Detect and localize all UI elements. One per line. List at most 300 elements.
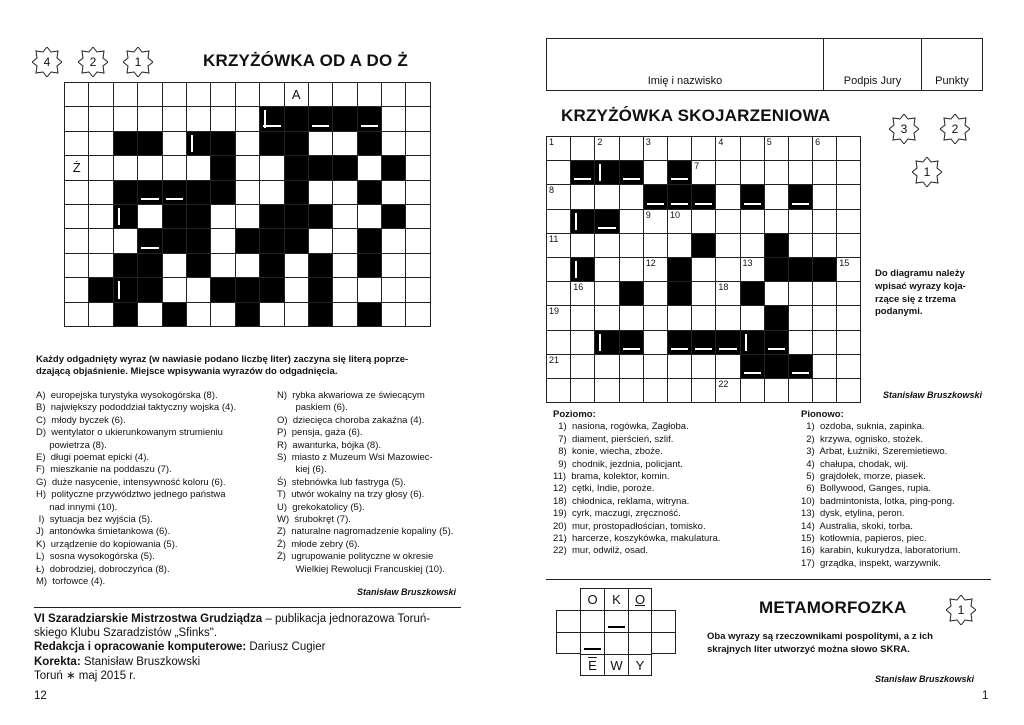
grid-cell[interactable] [89,83,113,107]
black-cell [187,229,211,253]
grid-cell[interactable] [382,229,406,253]
grid-cell[interactable] [789,306,813,330]
grid-cell[interactable] [211,205,235,229]
grid-cell[interactable] [692,355,716,379]
grid-cell[interactable] [813,210,837,234]
grid-cell[interactable] [211,83,235,107]
grid-cell[interactable] [571,185,595,209]
metamorphosis-cell[interactable]: K [604,588,628,610]
metamorphosis-cell[interactable]: O [628,588,652,610]
clue-item: M) torfowce (4). [36,576,106,588]
grid-cell[interactable] [571,379,595,403]
grid-cell[interactable] [211,107,235,131]
grid-cell[interactable] [333,254,357,278]
grid-cell[interactable] [163,278,187,302]
page-number-right: 1 [982,690,989,702]
grid-cell[interactable] [813,282,837,306]
grid-cell[interactable] [547,161,571,185]
metamorphosis-cell [652,632,676,654]
grid-cell[interactable] [309,132,333,156]
grid-cell[interactable] [837,185,861,209]
black-cell [114,132,138,156]
grid-cell[interactable] [668,355,692,379]
star-badge-1: 1 [123,47,153,77]
grid-cell[interactable] [138,107,162,131]
grid-cell[interactable] [571,355,595,379]
grid-cell[interactable] [236,254,260,278]
grid-cell[interactable] [789,331,813,355]
grid-cell[interactable] [813,161,837,185]
grid-cell[interactable] [406,205,430,229]
grid-cell[interactable] [65,181,89,205]
clue-number: 18 [718,282,729,293]
grid-cell[interactable] [837,258,861,282]
grid-cell[interactable] [571,331,595,355]
black-cell [668,331,692,355]
grid-cell[interactable] [333,229,357,253]
grid-cell[interactable] [837,379,861,403]
grid-cell[interactable] [571,234,595,258]
metamorphosis-cell [652,610,676,632]
grid-cell[interactable] [765,282,789,306]
clue-item: U) grekokatolicy (5). [277,501,365,513]
black-cell [716,331,740,355]
grid-cell[interactable] [789,210,813,234]
grid-cell[interactable] [692,282,716,306]
grid-cell[interactable] [547,258,571,282]
grid-cell[interactable] [813,379,837,403]
grid-cell[interactable] [211,229,235,253]
grid-cell[interactable] [716,210,740,234]
clue-item: 12) cętki, Indie, poroże. [553,483,655,495]
clue-item: D) wentylator o ukierunkowanym strumieniu [36,427,223,439]
grid-cell[interactable] [620,210,644,234]
grid-cell[interactable] [163,107,187,131]
grid-cell[interactable] [406,303,430,327]
grid-cell[interactable] [406,132,430,156]
black-cell [138,229,162,253]
metamorphosis-title: METAMORFOZKA [759,598,907,617]
grid-cell[interactable] [236,83,260,107]
grid-cell[interactable] [65,132,89,156]
grid-cell[interactable] [595,185,619,209]
grid-cell[interactable] [595,379,619,403]
clue-item: 19) cyrk, maczugi, zręczność. [553,508,681,520]
grid-cell[interactable] [138,83,162,107]
grid-cell[interactable] [741,306,765,330]
name-field[interactable]: Imię i nazwisko [547,39,824,91]
grid-cell[interactable] [65,303,89,327]
grid-cell[interactable] [692,137,716,161]
grid-cell[interactable] [620,379,644,403]
metamorphosis-author: Stanisław Bruszkowski [875,674,975,684]
grid-cell[interactable] [547,210,571,234]
black-cell [741,185,765,209]
grid-cell[interactable] [547,331,571,355]
publication-footer: VI Szaradziarskie Mistrzostwa Grudziądza – publikacja jednorazowa Toruń- skiego Klubu Szaradzistów „Sfinks". Redakcja i opracowanie komputerowe: Dariusz Cugier Korekta: Stanisław Bruszkowski Toruń ∗ maj 2015 r. [34,613,431,682]
star-badge-2: 2 [940,114,970,144]
grid-cell[interactable] [813,306,837,330]
grid-cell[interactable] [668,306,692,330]
grid-cell[interactable] [65,156,89,180]
grid-cell[interactable] [382,132,406,156]
grid-cell[interactable] [837,234,861,258]
metamorphosis-cell [556,610,580,632]
grid-cell[interactable] [620,355,644,379]
clues-column-left [36,390,236,589]
grid-cell[interactable] [571,306,595,330]
grid-cell[interactable] [644,258,668,282]
black-cell [236,303,260,327]
grid-cell[interactable] [114,229,138,253]
grid-cell[interactable] [644,137,668,161]
metamorphosis-cell[interactable]: $\overline{E}$ [580,654,604,676]
instructions: Każdy odgadnięty wyraz (w nawiasie podano liczbę liter) zaczyna się literą poprze- dzającą objaśnienie. Miejsce wpisywania wyrazów do odgadnięcia. [36,354,409,378]
grid-cell[interactable] [644,355,668,379]
author-left: Stanisław Bruszkowski [357,587,457,597]
grid-cell[interactable] [644,282,668,306]
grid-cell[interactable] [89,254,113,278]
grid-cell[interactable] [382,303,406,327]
metamorphosis-cell[interactable] [580,632,604,654]
grid-cell[interactable] [65,229,89,253]
clue-item: nad innymi (10). [36,501,118,513]
grid-cell[interactable] [620,137,644,161]
grid-cell[interactable] [716,258,740,282]
grid-cell[interactable] [406,83,430,107]
grid-cell[interactable] [547,234,571,258]
clue-item: L) sosna wysokogórska (5). [36,551,155,563]
grid-cell[interactable] [813,355,837,379]
grid-cell[interactable] [813,185,837,209]
black-cell [765,306,789,330]
grid-cell[interactable] [382,278,406,302]
grid-cell[interactable] [595,234,619,258]
grid-cell[interactable] [285,278,309,302]
black-cell [309,156,333,180]
metamorphosis-cell[interactable]: Y [628,654,652,676]
points-field[interactable]: Punkty [922,39,983,91]
grid-cell[interactable] [89,181,113,205]
clue-item: R) awanturka, bójka (8). [277,439,382,451]
grid-cell[interactable] [547,306,571,330]
clue-item: 22) mur, odwilż, osad. [553,545,649,557]
grid-cell[interactable] [65,83,89,107]
grid-cell[interactable] [813,137,837,161]
grid-cell[interactable] [547,137,571,161]
grid-cell[interactable] [309,229,333,253]
grid-cell[interactable] [406,254,430,278]
grid-cell[interactable] [89,107,113,131]
grid-cell[interactable] [741,137,765,161]
grid-cell[interactable] [644,306,668,330]
grid-cell[interactable] [692,210,716,234]
grid-cell[interactable] [163,156,187,180]
clue-item: 18) chłodnica, reklama, witryna. [553,495,690,507]
grid-cell[interactable] [211,254,235,278]
black-cell [358,181,382,205]
grid-cell[interactable] [65,254,89,278]
grid-cell[interactable] [406,278,430,302]
clue-item: I) sytuacja bez wyjścia (5). [36,514,153,526]
grid-cell[interactable] [837,137,861,161]
grid-cell[interactable] [813,234,837,258]
grid-cell[interactable] [309,83,333,107]
grid-cell[interactable] [765,210,789,234]
grid-cell[interactable] [406,107,430,131]
grid-cell[interactable] [187,107,211,131]
black-cell [620,161,644,185]
grid-cell[interactable] [789,137,813,161]
grid-cell[interactable] [236,181,260,205]
black-cell [741,355,765,379]
black-cell [595,210,619,234]
grid-cell[interactable] [595,282,619,306]
grid-cell[interactable] [89,156,113,180]
grid-cell[interactable] [163,83,187,107]
grid-cell[interactable] [692,258,716,282]
grid-cell[interactable] [382,107,406,131]
black-cell [187,205,211,229]
grid-cell[interactable] [89,229,113,253]
grid-cell[interactable] [716,282,740,306]
grid-cell[interactable] [236,156,260,180]
grid-letter: A [291,87,301,103]
grid-cell[interactable] [765,137,789,161]
grid-letter: Ż [72,160,81,176]
grid-cell[interactable] [716,234,740,258]
footer-divider [34,607,461,608]
grid-cell[interactable] [741,161,765,185]
grid-cell[interactable] [620,185,644,209]
grid-cell[interactable] [333,83,357,107]
grid-cell[interactable] [163,254,187,278]
black-cell [813,258,837,282]
grid-cell[interactable] [741,379,765,403]
grid-cell[interactable] [644,161,668,185]
clues-across: Poziomo: 1) nasiona, rogówka, Zagłoba. 7) diament, pierścień, szlif. 8) konie, wiecha, zboże. 9) chodnik, jezdnia, policjant. 11) brama, kolektor, komin. 12) cętki, Indie, poroże. 18) chłodnica, reklama, witryna. 19) cyrk, maczugi, zręczność. 20) mur, prostopadłościan, tomisko. 21) harcerze, koszykówka, makulatura. 22) mur, odwilż, osad. [553,409,721,557]
grid-cell[interactable] [837,161,861,185]
grid-cell[interactable] [285,83,309,107]
grid-cell[interactable] [668,210,692,234]
grid-cell[interactable] [187,83,211,107]
grid-cell[interactable] [236,107,260,131]
grid-cell[interactable] [260,83,284,107]
grid-cell[interactable] [138,303,162,327]
clue-item: F) mieszkanie na poddaszu (7). [36,464,172,476]
grid-cell[interactable] [114,107,138,131]
grid-cell[interactable] [382,254,406,278]
grid-cell[interactable] [358,156,382,180]
grid-cell[interactable] [595,258,619,282]
grid-cell[interactable] [789,282,813,306]
black-cell [595,161,619,185]
grid-cell[interactable] [163,132,187,156]
metamorphosis-cell[interactable] [604,632,628,654]
black-cell [163,181,187,205]
grid-cell[interactable] [644,234,668,258]
grid-cell[interactable] [89,132,113,156]
page-title-left: KRZYŻÓWKA OD A DO Ż [203,51,408,70]
grid-cell[interactable] [837,306,861,330]
black-cell [211,181,235,205]
grid-cell[interactable] [644,379,668,403]
black-cell [211,132,235,156]
grid-cell[interactable] [547,282,571,306]
grid-cell[interactable] [285,254,309,278]
author-right: Stanisław Bruszkowski [883,390,983,400]
clue-item: S) miasto z Muzeum Wsi Mazowiec- [277,452,433,464]
grid-cell[interactable] [644,210,668,234]
grid-cell[interactable] [765,161,789,185]
grid-cell[interactable] [260,303,284,327]
grid-cell[interactable] [765,379,789,403]
grid-cell[interactable] [358,205,382,229]
grid-cell[interactable] [716,355,740,379]
grid-cell[interactable] [333,278,357,302]
grid-cell[interactable] [571,282,595,306]
clue-number: 22 [718,378,729,389]
grid-cell[interactable] [547,379,571,403]
jury-signature-field[interactable]: Podpis Jury [824,39,922,91]
star-badge-1: 1 [912,157,942,187]
grid-cell[interactable] [138,205,162,229]
black-cell [668,185,692,209]
clue-number: 2 [597,137,603,147]
clue-number: 6 [815,137,821,147]
grid-cell[interactable] [89,205,113,229]
grid-cell[interactable] [716,137,740,161]
grid-cell[interactable] [406,156,430,180]
clue-item: 4) chałupa, chodak, wij. [801,458,909,470]
grid-cell[interactable] [333,303,357,327]
black-cell [211,156,235,180]
grid-cell[interactable] [716,161,740,185]
black-cell [114,254,138,278]
grid-cell[interactable] [358,278,382,302]
grid-cell[interactable] [138,156,162,180]
grid-cell[interactable] [114,156,138,180]
grid-cell[interactable] [260,181,284,205]
grid-cell[interactable] [837,282,861,306]
grid-cell[interactable] [741,258,765,282]
black-cell [260,107,284,131]
grid-cell[interactable] [765,185,789,209]
grid-cell[interactable] [333,205,357,229]
grid-cell[interactable] [837,331,861,355]
grid-cell[interactable] [620,234,644,258]
grid-cell[interactable] [406,181,430,205]
grid-cell[interactable] [668,234,692,258]
star-badge-2: 2 [78,47,108,77]
grid-cell[interactable] [692,379,716,403]
metamorphosis-cell[interactable] [604,610,628,632]
grid-cell[interactable] [837,355,861,379]
grid-cell[interactable] [716,379,740,403]
grid-cell[interactable] [382,83,406,107]
grid-cell[interactable] [595,137,619,161]
grid-cell[interactable] [789,379,813,403]
grid-cell[interactable] [358,83,382,107]
black-cell [187,181,211,205]
black-cell [163,303,187,327]
grid-cell[interactable] [406,229,430,253]
grid-cell[interactable] [741,234,765,258]
grid-cell[interactable] [65,205,89,229]
grid-cell[interactable] [813,331,837,355]
black-cell [765,355,789,379]
grid-cell[interactable] [644,331,668,355]
grid-cell[interactable] [333,132,357,156]
clue-number: 9 [645,209,651,220]
clue-item: 14) Australia, skoki, torba. [801,520,913,532]
grid-cell[interactable] [382,181,406,205]
black-cell [382,205,406,229]
black-cell [741,331,765,355]
grid-cell[interactable] [571,137,595,161]
grid-cell[interactable] [260,156,284,180]
grid-cell[interactable] [547,355,571,379]
grid-cell[interactable] [547,185,571,209]
grid-cell[interactable] [187,156,211,180]
grid-cell[interactable] [716,306,740,330]
grid-cell[interactable] [285,303,309,327]
grid-cell[interactable] [236,205,260,229]
grid-cell[interactable] [741,210,765,234]
clue-number: 5 [766,137,772,147]
jury-table [546,38,983,91]
grid-cell[interactable] [114,83,138,107]
grid-cell[interactable] [65,278,89,302]
grid-cell[interactable] [595,355,619,379]
crossword-grid-association [546,136,861,403]
metamorphosis-cell[interactable] [580,610,604,632]
metamorphosis-cell[interactable]: W [604,654,628,676]
grid-cell[interactable] [595,306,619,330]
grid-cell[interactable] [211,303,235,327]
grid-cell[interactable] [187,303,211,327]
grid-cell[interactable] [89,303,113,327]
black-cell [138,278,162,302]
metamorphosis-cell[interactable] [628,632,652,654]
grid-cell[interactable] [789,161,813,185]
clue-item: 10) badmintonista, lotka, ping-pong. [801,495,955,507]
grid-cell[interactable] [789,234,813,258]
grid-cell[interactable] [309,181,333,205]
grid-cell[interactable] [333,181,357,205]
grid-cell[interactable] [65,107,89,131]
grid-cell[interactable] [837,210,861,234]
grid-cell[interactable] [692,306,716,330]
grid-cell[interactable] [692,161,716,185]
clue-item: T) utwór wokalny na trzy głosy (6). [277,489,425,501]
black-cell [260,132,284,156]
black-cell [285,107,309,131]
grid-cell[interactable] [236,132,260,156]
grid-cell[interactable] [620,306,644,330]
grid-cell[interactable] [668,379,692,403]
grid-cell[interactable] [187,278,211,302]
grid-cell[interactable] [716,185,740,209]
metamorphosis-cell[interactable]: O [580,588,604,610]
clue-item: 1) nasiona, rogówka, Zagłoba. [553,421,689,433]
clue-item: Ż) ugrupowanie polityczne w okresie [277,551,434,563]
page-number-left: 12 [34,690,47,702]
metamorphosis-cell[interactable] [628,610,652,632]
black-cell [333,107,357,131]
grid-cell[interactable] [620,258,644,282]
grid-cell[interactable] [668,137,692,161]
